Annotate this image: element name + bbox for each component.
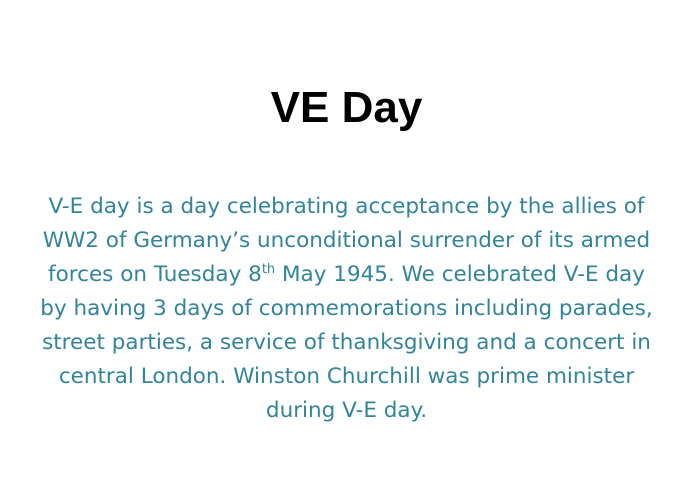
slide-title: VE Day <box>270 83 423 132</box>
paragraph-text-part-1: V-E day is a day celebrating acceptance by the allies of WW2 of Germany’s unconditional surrender of its armed forces on Tuesday 8 <box>42 194 651 287</box>
slide-body-paragraph <box>40 190 653 428</box>
ordinal-suffix: th <box>261 261 276 277</box>
paragraph-text-part-2: May 1945. We celebrated V-E day by having 3 days of commemorations including parades, street parties, a service of thanksgiving and a concert in central London. Winston Churchill was prime minister during V-E day. <box>40 262 653 423</box>
